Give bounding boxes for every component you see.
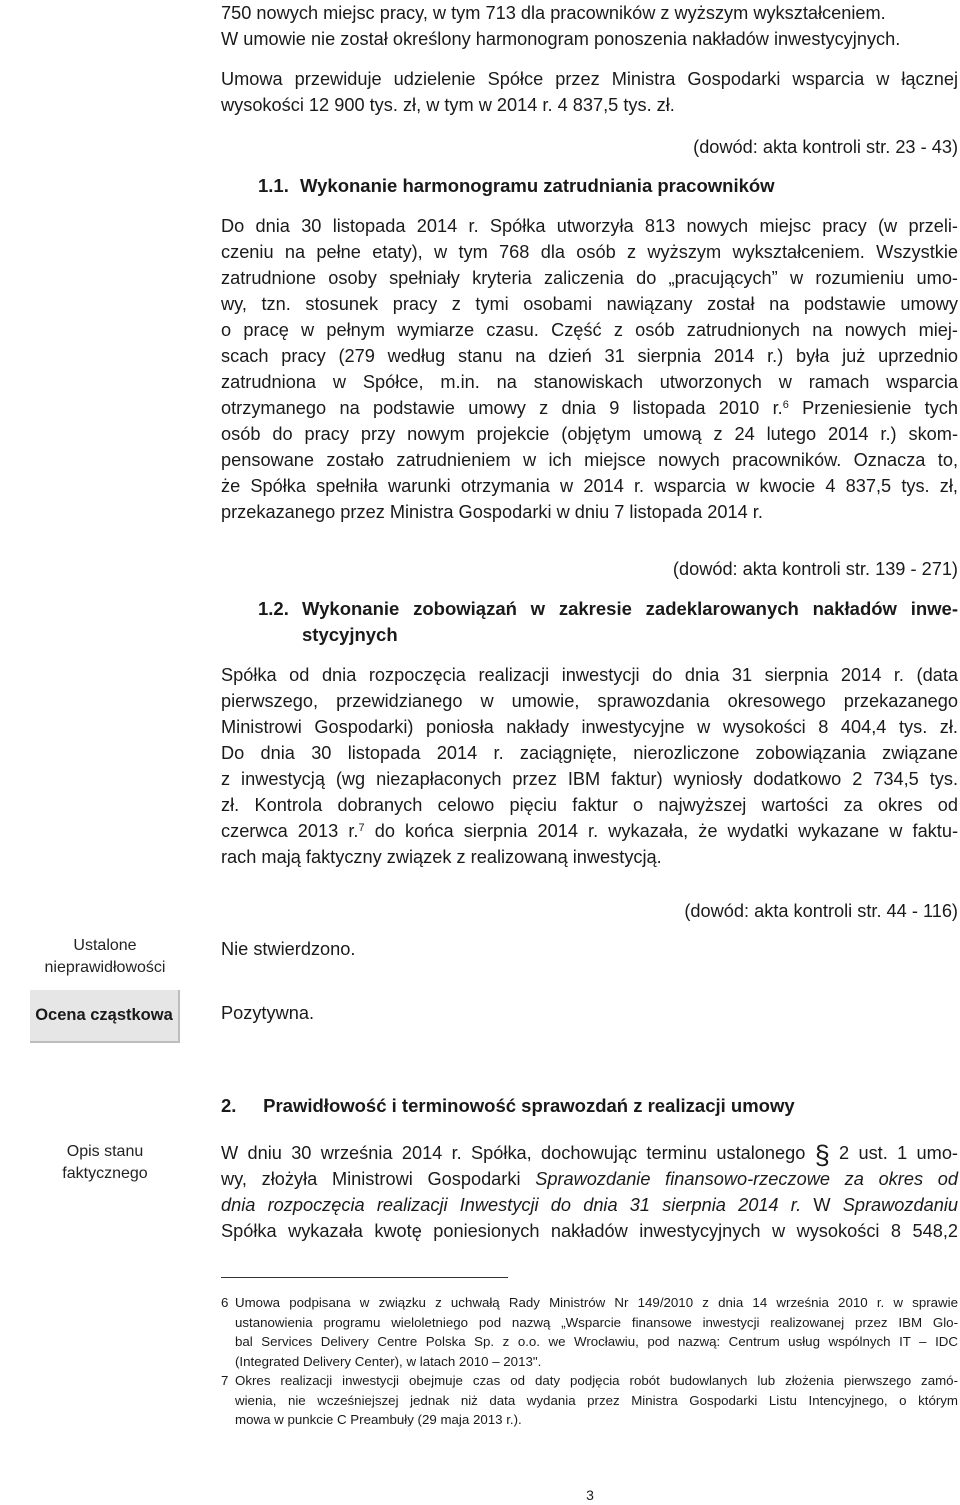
footnote-line: ustanowienia programu wieloletniego pod nazwą „Wsparcie finansowe inwestycji realizowanej przez IBM Glo-	[235, 1314, 958, 1330]
irregularities-value: Nie stwierdzono.	[221, 939, 356, 959]
section-title-continued: stycyjnych	[302, 624, 398, 645]
body-text: do końca sierpnia 2014 r. wykazała, że wydatki wykazane w faktu-	[364, 821, 959, 841]
intro-line: Umowa przewiduje udzielenie Spółce przez Ministra Gospodarki wsparcia w łącznej	[221, 69, 958, 89]
body-line	[221, 1140, 958, 1170]
body-text: 2 ust. 1 umo-	[829, 1143, 958, 1163]
body-line	[221, 1192, 958, 1218]
section-1-1-body	[221, 213, 958, 525]
body-line: zatrudniona w Spółce, m.in. na stanowiskach utworzonych w ramach wsparcia	[221, 372, 958, 392]
body-text: W	[801, 1195, 843, 1215]
body-line: przekazanego przez Ministra Gospodarki w dniu 7 listopada 2014 r.	[221, 502, 763, 522]
body-text: W dniu 30 września 2014 r. Spółka, dochowując terminu ustalonego	[221, 1143, 815, 1163]
section-title: Prawidłowość i terminowość sprawozdań z realizacji umowy	[263, 1095, 795, 1116]
footnote-line: Umowa podpisana w związku z uchwałą Rady Ministrów Nr 149/2010 z dnia 14 września 2010 r. w sprawie	[235, 1295, 958, 1310]
sidebar-label-line: nieprawidłowości	[44, 959, 166, 976]
footnote-number: 6	[221, 1295, 229, 1310]
footnote-text	[235, 1293, 958, 1371]
body-line: osób do pracy przy nowym projekcie (objętym umową z 24 lutego 2014 r.) skom-	[221, 424, 958, 444]
intro-paragraph-2	[221, 66, 958, 118]
sidebar-label-line: Ustalone	[73, 937, 137, 954]
body-text: otrzymanego na podstawie umowy z dnia 9 listopada 2010 r.	[221, 398, 783, 418]
section-title: Wykonanie zobowiązań w zakresie zadeklarowanych nakładów inwe-	[302, 598, 958, 619]
body-line: Ministrowi Gospodarki) poniosła nakłady inwestycyjne w wysokości 8 404,4 tys. zł.	[221, 717, 958, 737]
section-number: 1.2.	[258, 598, 289, 619]
section-1-2-body	[221, 662, 958, 870]
body-line: z inwestycją (wg niezapłaconych przez IBM faktur) wyniosły dodatkowo 2 734,5 tys.	[221, 769, 958, 789]
body-line: Spółka wykazała kwotę poniesionych nakładów inwestycyjnych w wysokości 8 548,2	[221, 1221, 958, 1241]
footnote-line: Okres realizacji inwestycji obejmuje czas od daty podjęcia robót budowlanych lub złożenia pierwszego zamó-	[235, 1373, 958, 1388]
sidebar-irregularities-label	[30, 935, 180, 979]
sidebar-label-line: faktycznego	[62, 1165, 148, 1182]
body-line: rach mają faktyczny związek z realizowaną inwestycją.	[221, 847, 662, 867]
footnote-6	[221, 1293, 958, 1371]
footnote-number: 7	[221, 1373, 229, 1388]
body-text: wy, złożyła Ministrowi Gospodarki	[221, 1169, 536, 1189]
body-line: czeniu na pełne etaty), w tym 768 dla osób z wyższym wykształceniem. Wszystkie	[221, 242, 958, 262]
body-line	[221, 395, 958, 421]
footnote-text	[235, 1371, 958, 1430]
intro-line: wysokości 12 900 tys. zł, w tym w 2014 r. 4 837,5 tys. zł.	[221, 95, 675, 115]
body-line: zatrudnione osoby spełniały kryteria zaliczenia do „pracujących” w rozumieniu umo-	[221, 268, 958, 288]
footnote-7	[221, 1371, 958, 1430]
footnote-ref[interactable]: 6	[782, 399, 789, 411]
report-title: dnia rozpoczęcia realizacji Inwestycji do dnia 31 sierpnia 2014 r.	[221, 1195, 802, 1215]
body-line: wy, tzn. stosunek pracy z tymi osobami nawiązany został na podstawie umowy	[221, 294, 958, 314]
report-title: Sprawozdanie finansowo-rzeczowe za okres od	[535, 1169, 958, 1189]
footnote-line: (Integrated Delivery Center), w latach 2010 – 2013".	[235, 1353, 542, 1369]
body-line: pierwszego, przewidzianego w umowie, sprawozdania okresowego przekazanego	[221, 691, 958, 711]
intro-line: 750 nowych miejsc pracy, w tym 713 dla pracowników z wyższym wykształceniem.	[221, 3, 886, 23]
body-line: o pracę w pełnym wymiarze czasu. Część z osób zatrudnionych na nowych miej-	[221, 320, 958, 340]
body-line: zł. Kontrola dobranych celowo pięciu faktur o najwyższej wartości za okres od	[221, 795, 958, 815]
body-text: Przeniesienie tych	[788, 398, 958, 418]
evidence-reference: (dowód: akta kontroli str. 139 - 271)	[672, 559, 958, 579]
section-heading	[258, 173, 775, 199]
section-2-body	[221, 1140, 958, 1244]
assessment-value: Pozytywna.	[221, 1003, 314, 1023]
body-line	[221, 1166, 958, 1192]
section-heading	[258, 596, 958, 648]
body-line: scach pracy (279 według stanu na dzień 31 sierpnia 2014 r.) była już uprzednio	[221, 346, 958, 366]
sidebar-facts-label	[30, 1141, 180, 1185]
body-text: czerwca 2013 r.	[221, 821, 359, 841]
section-sign: §	[814, 1140, 830, 1170]
body-line: Do dnia 30 listopada 2014 r. zaciągnięte, nierozliczone zobowiązania związane	[221, 743, 958, 763]
footnote-line: bal Services Delivery Centre Polska Sp. z o.o. we Wrocławiu, pod nazwą: Centrum usług wspólnych IT – IDC	[235, 1334, 958, 1349]
body-line	[221, 818, 958, 844]
body-line: Spółka od dnia rozpoczęcia realizacji inwestycji do dnia 31 sierpnia 2014 r. (data	[221, 665, 958, 685]
report-title: Sprawozdaniu	[842, 1195, 958, 1215]
footnote-line: mowa w punkcie C Preambuły (29 maja 2013 r.).	[235, 1412, 522, 1427]
section-number: 1.1.	[258, 175, 289, 196]
sidebar-label-line: Opis stanu	[66, 1143, 144, 1160]
footnote-separator	[221, 1277, 508, 1278]
section-heading-row	[258, 596, 958, 622]
page-number: 3	[586, 1487, 594, 1503]
evidence-reference: (dowód: akta kontroli str. 44 - 116)	[684, 901, 958, 921]
section-number: 2.	[221, 1095, 237, 1116]
sidebar-assessment-label: Ocena cząstkowa	[30, 990, 180, 1043]
evidence-reference: (dowód: akta kontroli str. 23 - 43)	[693, 137, 958, 157]
intro-paragraph-1	[221, 0, 958, 52]
footnote-line: wienia, nie wcześniejszej jednak niż data wydania przez Ministra Gospodarki Listu Intencyjnego, o którym	[235, 1392, 958, 1408]
section-heading	[221, 1093, 795, 1119]
body-line: Do dnia 30 listopada 2014 r. Spółka utworzyła 813 nowych miejsc pracy (w przeli-	[221, 216, 958, 236]
intro-line: W umowie nie został określony harmonogram ponoszenia nakładów inwestycyjnych.	[221, 29, 901, 49]
body-line: że Spółka spełniła warunki otrzymania w 2014 r. wsparcia w kwocie 4 837,5 tys. zł,	[221, 476, 958, 496]
body-line: pensowane zostało zatrudnieniem w ich miejsce nowych pracowników. Oznacza to,	[221, 450, 958, 470]
footnote-ref[interactable]: 7	[358, 822, 365, 834]
section-title: Wykonanie harmonogramu zatrudniania pracowników	[300, 175, 775, 196]
